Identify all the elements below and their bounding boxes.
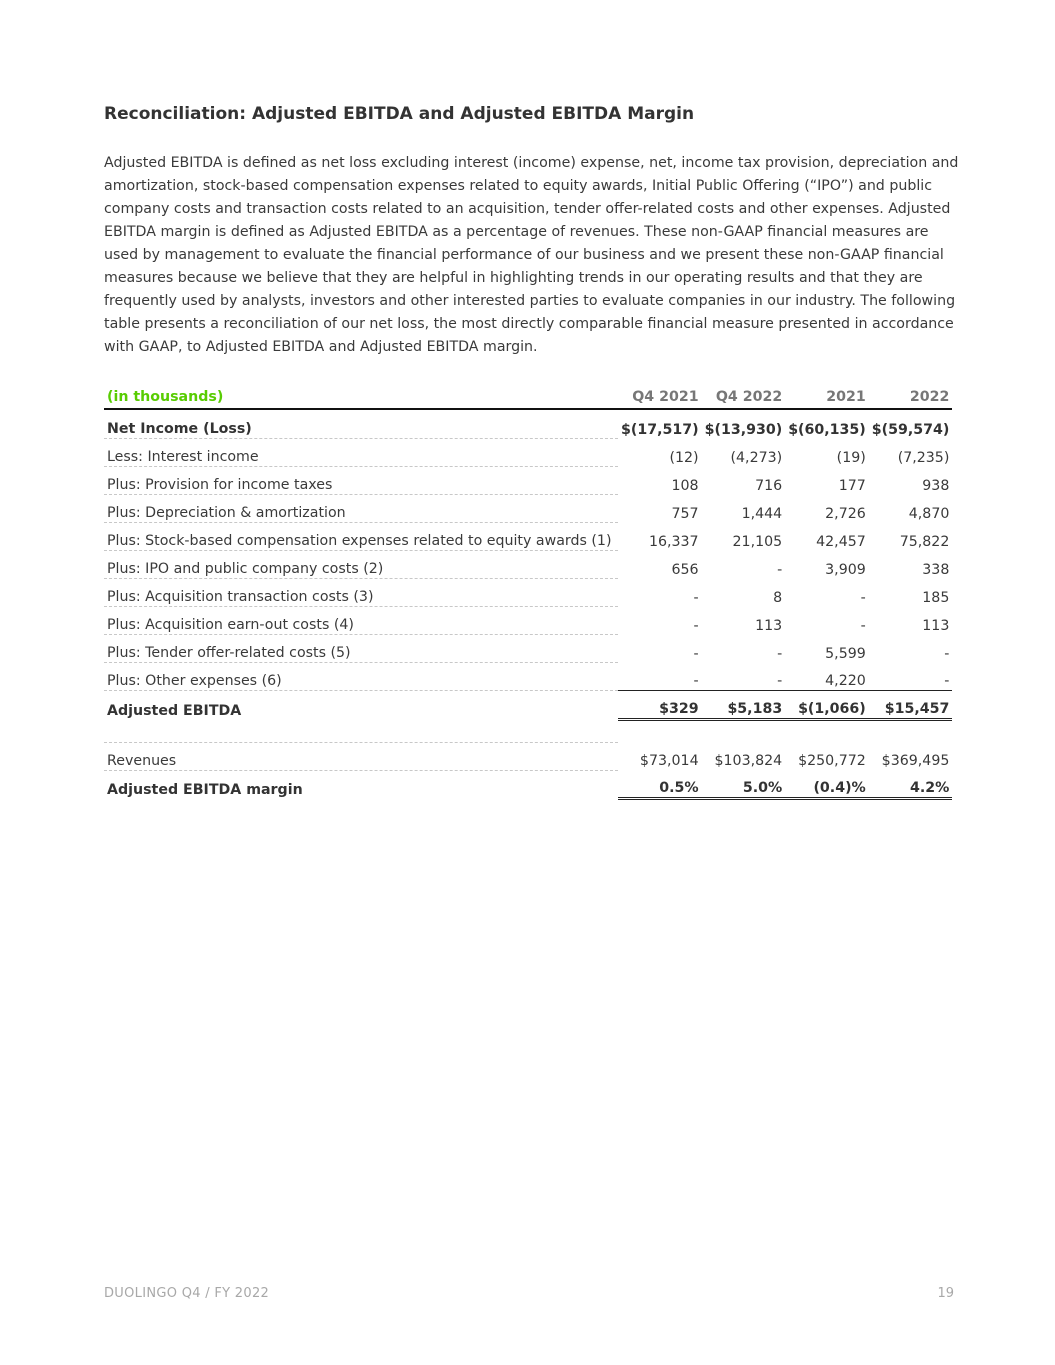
cell-value: 2,726 [825, 505, 866, 522]
cell-value: $(13,930) [704, 421, 783, 438]
row-label: Plus: Tender offer-related costs (5) [104, 635, 618, 663]
table-row-margin [104, 770, 952, 799]
cell-value: 5,599 [825, 645, 866, 662]
row-label: Plus: Depreciation & amortization [104, 495, 618, 523]
cell-value: $(60,135) [788, 421, 866, 438]
cell-value: - [777, 645, 783, 662]
table-row [104, 467, 952, 495]
table-spacer-row [104, 720, 952, 743]
page-number: 19 [937, 1286, 954, 1301]
cell-value: (7,235) [897, 449, 950, 466]
row-label: Plus: Acquisition earn-out costs (4) [104, 607, 618, 635]
table-row [104, 409, 952, 439]
table-header-row [104, 386, 952, 409]
spacer-cell [702, 720, 786, 743]
table-row [104, 742, 952, 770]
cell-value: 16,337 [648, 533, 699, 550]
cell-value: $329 [618, 691, 702, 720]
row-label: Plus: Stock-based compensation expenses related to equity awards (1) [104, 523, 618, 551]
cell-value: (4,273) [730, 449, 783, 466]
table-row [104, 635, 952, 663]
cell-value: (12) [669, 449, 699, 466]
table-row [104, 439, 952, 467]
table-row [104, 495, 952, 523]
cell-value: - [693, 589, 699, 606]
column-header: 2022 [869, 386, 953, 409]
cell-value: 42,457 [816, 533, 866, 550]
cell-value: 75,822 [899, 533, 950, 550]
cell-value: $15,457 [869, 691, 953, 720]
cell-value: 757 [671, 505, 699, 522]
cell-value: (0.4)% [785, 770, 869, 799]
cell-value: 113 [755, 617, 783, 634]
cell-value: - [693, 673, 699, 689]
spacer-cell [869, 720, 953, 743]
cell-value: $(17,517) [621, 421, 699, 438]
spacer-cell [104, 720, 618, 743]
cell-value: $73,014 [639, 753, 699, 769]
cell-value: 4,220 [825, 673, 866, 689]
column-header: 2021 [785, 386, 869, 409]
units-header: (in thousands) [104, 386, 618, 409]
cell-value: - [777, 561, 783, 578]
cell-value: $5,183 [702, 691, 786, 720]
spacer-cell [618, 720, 702, 743]
cell-value: $250,772 [798, 753, 866, 769]
table-row [104, 523, 952, 551]
table-row [104, 551, 952, 579]
section-title: Reconciliation: Adjusted EBITDA and Adjusted EBITDA Margin [104, 104, 695, 124]
row-label: Plus: Other expenses (6) [104, 663, 618, 691]
spacer-cell [785, 720, 869, 743]
cell-value: 4,870 [908, 505, 950, 522]
row-label: Less: Interest income [104, 439, 618, 467]
table-row [104, 607, 952, 635]
cell-value: 177 [838, 477, 866, 494]
cell-value: 21,105 [732, 533, 783, 550]
cell-value: 3,909 [825, 561, 866, 578]
table-row-total [104, 691, 952, 720]
cell-value: $(1,066) [785, 691, 869, 720]
cell-value: 338 [922, 561, 950, 578]
row-label: Plus: IPO and public company costs (2) [104, 551, 618, 579]
cell-value: $(59,574) [871, 421, 950, 438]
cell-value: 0.5% [618, 770, 702, 799]
intro-paragraph: Adjusted EBITDA is defined as net loss excluding interest (income) expense, net, income tax provision, depreciation and amortization, stock-based compensation expenses related to equity awards, Initial Public Offering (“IPO”) and public company costs and transaction costs related to an acquisition, tender offer-related costs and other expenses. Adjusted EBITDA margin is defined as Adjusted EBITDA as a percentage of revenues. These non-GAAP financial measures are used by management to evaluate the financial performance of our business and we present these non-GAAP financial measures because we believe that they are helpful in highlighting trends in our operating results and that they are frequently used by analysts, investors and other interested parties to evaluate companies in our industry. The following table presents a reconciliation of our net loss, the most directly comparable financial measure presented in accordance with GAAP, to Adjusted EBITDA and Adjusted EBITDA margin. [104, 155, 959, 355]
cell-value: 185 [922, 589, 950, 606]
row-label: Plus: Provision for income taxes [104, 467, 618, 495]
cell-value: $369,495 [881, 753, 950, 769]
cell-value: 656 [671, 561, 699, 578]
cell-value: - [693, 617, 699, 634]
row-label: Plus: Acquisition transaction costs (3) [104, 579, 618, 607]
cell-value: 108 [671, 477, 699, 494]
cell-value: - [860, 617, 866, 634]
column-header: Q4 2021 [618, 386, 702, 409]
reconciliation-table [104, 386, 952, 800]
cell-value: - [860, 589, 866, 606]
cell-value: 938 [922, 477, 950, 494]
cell-value: - [944, 673, 950, 689]
table-row [104, 579, 952, 607]
cell-value: $103,824 [714, 753, 783, 769]
row-label: Adjusted EBITDA [107, 702, 242, 719]
cell-value: 716 [755, 477, 783, 494]
row-label: Adjusted EBITDA margin [107, 781, 303, 798]
cell-value: - [693, 645, 699, 662]
table-row [104, 663, 952, 691]
cell-value: 113 [922, 617, 950, 634]
cell-value: - [777, 673, 783, 689]
row-label: Revenues [104, 742, 618, 770]
cell-value: - [944, 645, 950, 662]
column-header: Q4 2022 [702, 386, 786, 409]
cell-value: 8 [773, 589, 783, 606]
cell-value: (19) [836, 449, 866, 466]
row-label: Net Income (Loss) [104, 409, 618, 439]
cell-value: 4.2% [869, 770, 953, 799]
footer-report-label: DUOLINGO Q4 / FY 2022 [104, 1286, 270, 1301]
cell-value: 5.0% [702, 770, 786, 799]
cell-value: 1,444 [741, 505, 783, 522]
